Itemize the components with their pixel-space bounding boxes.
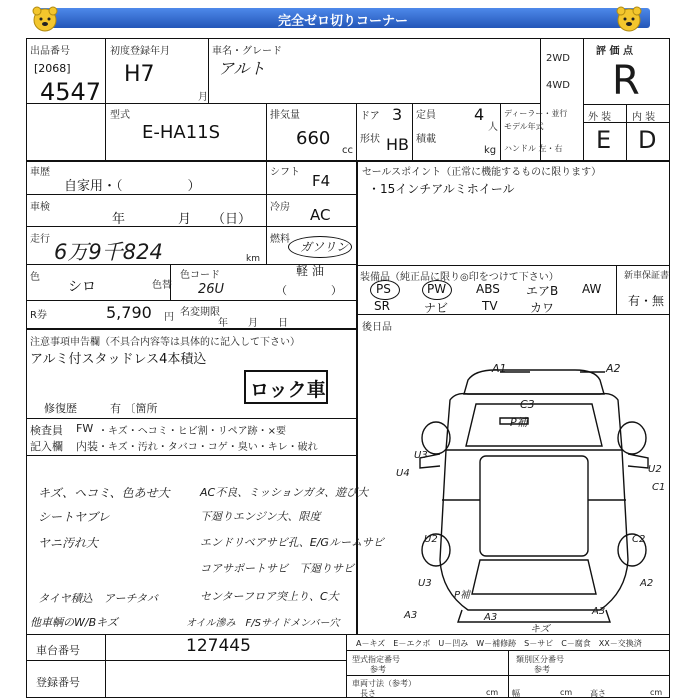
model-year-label: モデル年式 (504, 122, 544, 131)
sales-points-label: セールスポイント（正常に機能するものに限ります） (362, 167, 602, 178)
doors-value: 3 (392, 105, 403, 124)
inspection-day: （日） (212, 212, 252, 227)
diagram-label-p: P補 (510, 416, 528, 429)
diagram-label-u2b: U2 (424, 534, 438, 545)
color-code-value: 26U (198, 282, 225, 297)
handwritten-note: コアサポートサビ 下廻りサビ (200, 562, 354, 575)
recycle-unit: 円 (164, 312, 174, 323)
diagram-label-u4: U4 (396, 468, 410, 479)
legend-class-no: 類別区分番号 (516, 655, 564, 664)
legend-length: 長さ (360, 689, 376, 698)
displacement-label: 排気量 (270, 110, 300, 121)
load-label: 積載 (416, 134, 436, 145)
legend-text: A－キズ E－エクボ U－凹み W－補修跡 S－サビ C－腐食 XX－交換済 (356, 639, 642, 648)
lot-number: 4547 (40, 78, 102, 106)
int-value: D (638, 126, 657, 154)
sales-point-item: ・15インチアルミホイール (368, 182, 515, 196)
inspection-month: 月 (178, 212, 192, 227)
handwritten-note: オイル滲み F/Sサイドメンバー穴 (186, 618, 340, 629)
handwritten-note: 他車輌のW/Bキズ (30, 616, 118, 629)
ext-label: 外 装 (588, 112, 612, 123)
mileage-unit: km (246, 254, 260, 264)
handwritten-note: タイヤ積込 アーチタバ (38, 592, 158, 605)
drive-4wd: 4WD (546, 80, 570, 91)
equip-pw: PW (427, 282, 447, 296)
equip-ps: PS (376, 282, 391, 296)
history-value: 自家用・（ ） (64, 179, 201, 194)
ext-value: E (596, 126, 612, 154)
load-unit: kg (484, 145, 497, 156)
drive-2wd: 2WD (546, 53, 570, 64)
type-value: E-HA11S (142, 122, 221, 143)
chassis-label: 車台番号 (36, 644, 80, 657)
inspection-label: 車検 (30, 202, 50, 213)
shift-value: F4 (312, 172, 331, 190)
new-warranty-label: 新車保証書 (624, 271, 670, 281)
equip-navi: ナビ (424, 301, 449, 315)
handwritten-note: キズ、ヘコミ、色あせ大 (38, 486, 170, 500)
equip-airbag: エアB (526, 284, 559, 298)
recycle-value: 5,790 (106, 303, 152, 322)
diagram-label-kizu: キズ (530, 624, 550, 635)
aircon-label: 冷房 (270, 202, 290, 213)
handle-label: ハンドル 左・右 (504, 144, 563, 153)
rating-label: 評 価 点 (596, 46, 633, 57)
inspector-row2-head: 内装 (76, 440, 98, 453)
handwritten-note: AC不良、ミッションガタ、遊び大 (200, 486, 369, 499)
name-change-label: 名変期限 (180, 307, 220, 318)
new-warranty-value: 有・無 (628, 294, 665, 308)
bear-mascot-icon (30, 4, 60, 34)
equip-aw: AW (582, 282, 602, 296)
lot-label: 出品番号 (30, 46, 70, 57)
inspector-label-1: 検査員 (30, 424, 63, 437)
first-reg-value: H7 (124, 62, 155, 87)
color-value: シロ (68, 279, 96, 295)
recycle-label: R券 (30, 310, 47, 321)
chassis-value: 127445 (186, 636, 251, 656)
diagram-label-a2b: A2 (640, 578, 654, 589)
color-code-label: 色コード (180, 270, 220, 281)
int-label: 内 装 (632, 112, 656, 123)
rating-value: R (612, 58, 640, 104)
diagram-label-u2: U2 (648, 464, 662, 475)
fuel-paren: （ ） (276, 284, 342, 297)
inspector-label-2: 記入欄 (30, 440, 63, 453)
notes-text: アルミ付スタッドレス4本積込 (30, 352, 207, 367)
dealer-label: ディーラー・並行 (504, 109, 568, 118)
mileage-label: 走行 (30, 234, 50, 245)
capacity-label: 定員 (416, 110, 436, 121)
legend-model-no: 型式指定番号 (352, 655, 400, 664)
shift-label: シフト (270, 167, 300, 178)
type-label: 型式 (110, 110, 130, 121)
lock-stamp-text: ロック車 (250, 379, 326, 401)
displacement-unit: cc (342, 145, 353, 156)
mileage-value: 6万9千824 (54, 240, 163, 264)
legend-unit: cm (486, 688, 499, 697)
inspector-row1-head: FW (76, 422, 94, 435)
lot-sub: [2068] (34, 62, 71, 75)
capacity-unit: 人 (488, 122, 498, 133)
diagram-label-a3: A3 (404, 610, 418, 621)
legend-unit: cm (650, 688, 663, 697)
legend-unit: cm (560, 688, 573, 697)
diagram-label-a1: A1 (492, 362, 507, 375)
diagram-label-a2: A2 (606, 362, 621, 375)
handwritten-note: シートヤブレ (38, 510, 110, 524)
diagram-label-a3b: A3 (484, 612, 498, 623)
equipment-label: 装備品（純正品に限り◎印をつけて下さい） (360, 272, 559, 283)
displacement-value: 660 (296, 128, 331, 149)
equip-tv: TV (482, 299, 498, 313)
fuel-label: 燃料 (270, 234, 290, 245)
registration-label: 登録番号 (36, 676, 80, 689)
model-name-value: アルト (218, 59, 266, 78)
diagram-label-a3c: A3 (592, 606, 606, 617)
handwritten-note: 下廻りエンジン大、限度 (200, 510, 321, 523)
diagram-label-p2: P補 (454, 590, 471, 601)
shape-label: 形状 (360, 134, 380, 145)
legend-width: 幅 (512, 689, 520, 698)
aircon-value: AC (310, 206, 331, 224)
fuel-value: ガソリン (300, 240, 349, 254)
legend-class-ref: 参考 (534, 665, 550, 674)
handwritten-note: ヤニ汚れ大 (38, 536, 99, 550)
diagram-label-c3: C3 (520, 398, 535, 411)
inspector-row2: ・キズ・汚れ・タバコ・コゲ・臭い・キレ・破れ (98, 442, 318, 453)
capacity-value: 4 (474, 105, 485, 124)
name-change-date: 年 月 日 (218, 318, 288, 329)
equip-sr: SR (374, 299, 390, 313)
color-change-label: 色替 (152, 280, 172, 291)
notes-label: 注意事項申告欄（不具合内容等は具体的に記入して下さい） (30, 337, 300, 348)
model-name-label: 車名・グレード (212, 46, 282, 57)
diagram-label-u3: U3 (414, 450, 428, 461)
equip-abs: ABS (476, 282, 500, 296)
inspection-year: 年 (112, 212, 126, 227)
header-title: 完全ゼロ切りコーナー (277, 14, 408, 29)
diagram-label-u3b: U3 (418, 578, 432, 589)
color-label: 色 (30, 272, 40, 283)
shape-value: HB (386, 135, 410, 154)
inspector-row1: ・キズ・ヘコミ・ヒビ割・リペア跡・×要 (98, 426, 286, 437)
legend-dims-label: 車両寸法（参考） (352, 679, 416, 688)
legend-height: 高さ (590, 689, 606, 698)
diagram-label-c2: C2 (632, 534, 646, 545)
repair-value: 有 〔箇所 (110, 402, 158, 415)
history-label: 車歴 (30, 167, 50, 178)
bear-mascot-icon (614, 4, 644, 34)
first-reg-unit: 月 (198, 92, 208, 103)
repair-label: 修復歴 (44, 402, 77, 415)
rear-seat-label: 後日品 (362, 322, 392, 333)
first-reg-label: 初度登録年月 (110, 46, 170, 57)
fuel-alt: 軽 油 (296, 264, 324, 278)
legend-model-ref: 参考 (370, 665, 386, 674)
handwritten-note: センターフロア突上り、C大 (200, 590, 339, 603)
handwritten-note: エンドリベアサビ孔、E/Gルームサビ (200, 536, 384, 549)
diagram-label-c1: C1 (652, 482, 666, 493)
equip-leather: カワ (530, 301, 555, 315)
doors-label: ドア (360, 111, 380, 122)
